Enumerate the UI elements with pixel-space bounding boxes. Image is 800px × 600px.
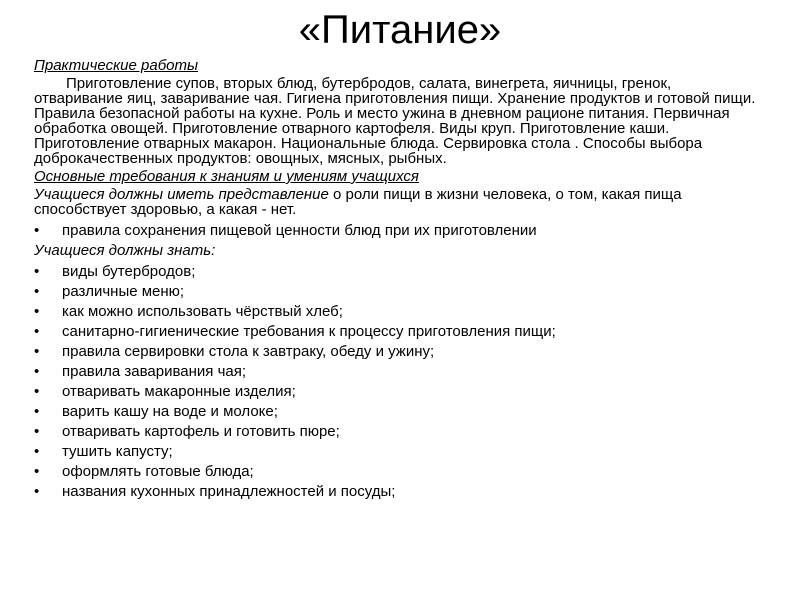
list-item xyxy=(34,484,764,499)
list-item xyxy=(34,384,764,399)
list-item-text: как можно использовать чёрствый хлеб; xyxy=(62,303,343,320)
list-item xyxy=(34,464,764,479)
bullet-icon: • xyxy=(34,283,40,300)
list-item-text: санитарно-гигиенические требования к процессу приготовления пищи; xyxy=(62,323,556,340)
idea-text: о роли пищи в жизни человека, о том, какая пища способствует здоровью, а какая - нет. xyxy=(34,186,682,218)
list-item-text: правила сервировки стола к завтраку, обеду и ужину; xyxy=(62,343,435,360)
list-item-text: варить кашу на воде и молоке; xyxy=(62,403,278,420)
list-item xyxy=(34,344,764,359)
list-item xyxy=(34,284,764,299)
idea-intro: Учащиеся должны иметь представление xyxy=(34,186,329,203)
list-item-text: тушить капусту; xyxy=(62,443,173,460)
list-item-text: оформлять готовые блюда; xyxy=(62,463,254,480)
list-item xyxy=(34,264,764,279)
bullet-icon: • xyxy=(34,463,40,480)
list-item xyxy=(34,444,764,459)
idea-paragraph xyxy=(34,187,764,217)
practical-works-paragraph: Приготовление супов, вторых блюд, бутербродов, салата, винегрета, яичницы, гренок, отваривание яиц, заваривание чая. Гигиена приготовления пищи. Хранение продуктов и готовой пищи. Правила безопасной работы на кухне. Роль и место ужина в дневном рационе питания. Первичная обработка овощей. Приготовление отварного картофеля. Виды круп. Приготовление каши. Приготовление отварных макарон. Национальные блюда. Сервировка стола . Способы выбора доброкачественных продуктов: овощных, мясных, рыбных. xyxy=(34,75,756,167)
list-item-text: отваривать макаронные изделия; xyxy=(62,383,296,400)
bullet-icon: • xyxy=(34,403,40,420)
list-item xyxy=(34,424,764,439)
know-list xyxy=(34,264,764,499)
bullet-icon: • xyxy=(34,483,40,500)
bullet-icon: • xyxy=(34,263,40,280)
know-intro: Учащиеся должны знать: xyxy=(34,242,216,259)
bullet-icon: • xyxy=(34,383,40,400)
slide-content xyxy=(34,58,764,504)
requirements-heading: Основные требования к знаниям и умениям учащихся xyxy=(34,168,419,185)
bullet-icon: • xyxy=(34,323,40,340)
list-item-text: названия кухонных принадлежностей и посуды; xyxy=(62,483,396,500)
list-item xyxy=(34,324,764,339)
list-item xyxy=(34,304,764,319)
practical-works-heading: Практические работы xyxy=(34,57,199,74)
list-item-text: правила заваривания чая; xyxy=(62,363,247,380)
bullet-icon: • xyxy=(34,343,40,360)
list-item-text: отваривать картофель и готовить пюре; xyxy=(62,423,340,440)
bullet-icon: • xyxy=(34,222,40,239)
bullet-icon: • xyxy=(34,423,40,440)
bullet-icon: • xyxy=(34,363,40,380)
list-item xyxy=(34,404,764,419)
list-item xyxy=(34,364,764,379)
idea-list xyxy=(34,223,764,238)
list-item-text: виды бутербродов; xyxy=(62,263,196,280)
bullet-icon: • xyxy=(34,303,40,320)
bullet-icon: • xyxy=(34,443,40,460)
list-item-text: правила сохранения пищевой ценности блюд при их приготовлении xyxy=(62,222,537,239)
slide-title: «Питание» xyxy=(298,8,502,52)
list-item xyxy=(34,223,764,238)
list-item-text: различные меню; xyxy=(62,283,185,300)
